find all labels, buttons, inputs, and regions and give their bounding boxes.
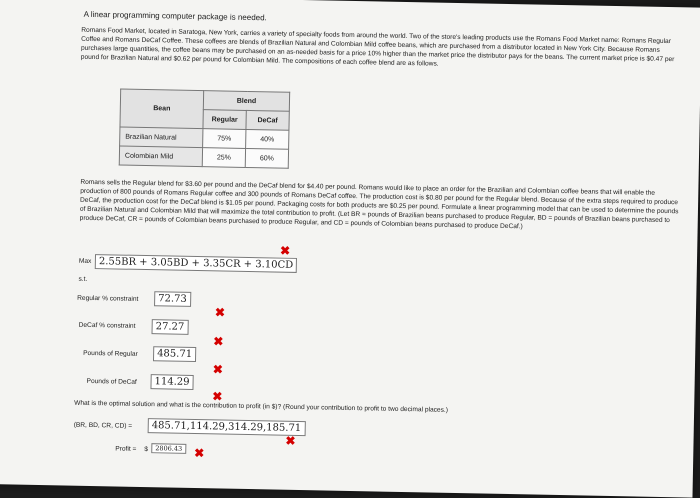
- problem-header: A linear programming computer package is needed.: [83, 9, 267, 23]
- question-text: What is the optimal solution and what is the contribution to profit (in $)? (Round your contribution to profit to two decimal places.): [74, 399, 449, 414]
- blend-composition-table: [119, 89, 290, 169]
- blend-column-header: Blend: [203, 91, 289, 112]
- constraint-label-pounds-regular: Pounds of Regular: [83, 349, 138, 358]
- profit-input[interactable]: 2806.43: [151, 443, 186, 454]
- constraint-label-decaf-percent: DeCaf % constraint: [78, 321, 136, 330]
- decaf-percent: 60%: [245, 148, 288, 168]
- decaf-column-header: DeCaf: [246, 110, 289, 130]
- regular-percent-constraint-input[interactable]: 72.73: [154, 291, 191, 307]
- bean-name: Brazilian Natural: [120, 127, 203, 148]
- objective-function-input[interactable]: 2.55BR + 3.05BD + 3.35CR + 3.10CD: [95, 254, 298, 273]
- wrong-icon: ✖: [214, 305, 226, 320]
- decaf-percent: 40%: [246, 129, 289, 149]
- constraint-label-pounds-decaf: Pounds of DeCaf: [86, 377, 137, 386]
- wrong-icon: ✖: [213, 334, 224, 349]
- regular-column-header: Regular: [203, 110, 246, 130]
- problem-details: Romans sells the Regular blend for $3.60 per pound and the DeCaf blend for $4.40 per pound. Romans would like to place an order for the Brazilian and Colombian coffee beans that will enable the production of 800 pounds of Romans Regular coffee and 300 pounds of Romans DeCaf coffee. The production cost is $0.80 per pound for the Regular blend. Because of the extra steps required to produce DeCaf, the production cost for the DeCaf blend is $1.05 per pound. Packaging costs for both products are $0.25 per pound. Formulate a linear programming model that can be used to determine the pounds of Brazilian Natural and Colombian Mild that will maximize the total contribution to profit. (Let BR = pounds of Brazilian beans purchased to produce Regular, BD = pounds of Brazilian beans purchased to produce DeCaf, CR = pounds of Colombian beans purchased to produce Regular, and CD = pounds of Colombian beans purchased to produce DeCaf.): [79, 178, 679, 231]
- profit-label: Profit =: [115, 445, 137, 453]
- wrong-icon: ✖: [194, 446, 205, 461]
- currency-symbol: $: [144, 446, 149, 454]
- subject-to-label: s.t.: [78, 275, 88, 283]
- table-row: [119, 146, 288, 168]
- wrong-icon: ✖: [212, 389, 223, 404]
- bean-name: Colombian Mild: [119, 146, 202, 167]
- regular-percent: 25%: [202, 148, 245, 168]
- pounds-decaf-constraint-input[interactable]: 114.29: [150, 374, 193, 390]
- regular-percent: 75%: [203, 129, 246, 149]
- wrong-icon: ✖: [285, 433, 296, 448]
- wrong-icon: ✖: [212, 362, 224, 377]
- problem-description: Romans Food Market, located in Saratoga, New York, carries a variety of specialty foods from around the world. Two of the store's leading products use the Romans Food Market name: Romans Regular Coffee and Romans DeCaf Coffee. These coffees are blends of Brazilian Natural and Colombian Mild coffee beans, which are purchased from a distributor located in New York City. Because Romans purchases large quantities, the coffee beans may be purchased on an as-needed basis for a price 10% higher than the market price the distributor pays for the beans. The current market price is $0.47 per pound for Brazilian Natural and $0.62 per pound for Colombian Mild. The compositions of each coffee blend are as follows.: [80, 26, 675, 68]
- pounds-regular-constraint-input[interactable]: 485.71: [153, 346, 196, 362]
- constraint-label-regular-percent: Regular % constraint: [77, 294, 139, 303]
- objective-label: Max: [78, 257, 92, 265]
- bean-column-header: Bean: [120, 89, 204, 129]
- wrong-icon: ✖: [279, 243, 291, 258]
- decaf-percent-constraint-input[interactable]: 27.27: [151, 319, 188, 335]
- solution-label: (BR, BD, CR, CD) =: [73, 421, 133, 430]
- optimal-solution-input[interactable]: 485.71,114.29,314.29,185.71: [148, 418, 306, 436]
